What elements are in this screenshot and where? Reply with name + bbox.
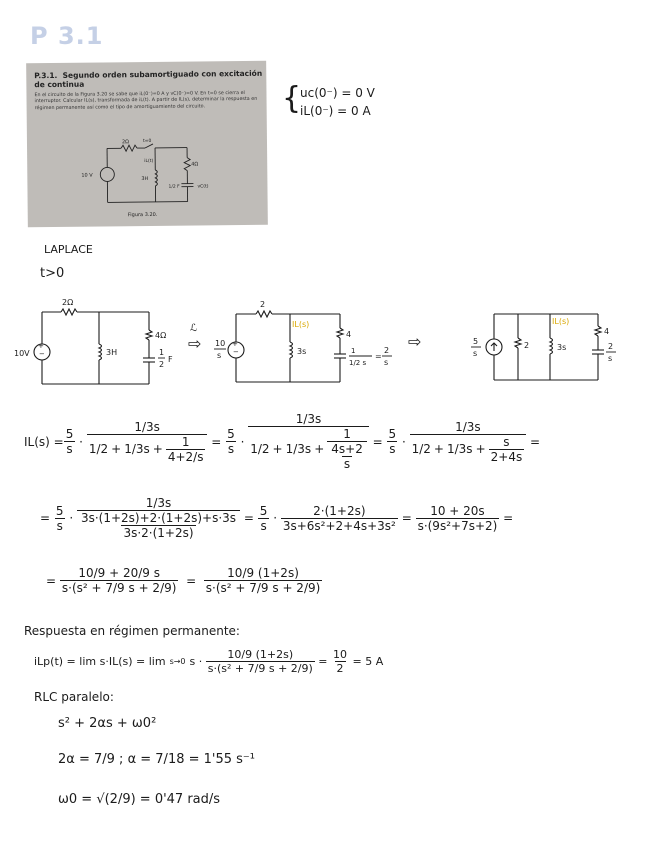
brace: {: [282, 81, 302, 116]
eq1-t3-d1: 1/2: [411, 442, 431, 456]
c2-r2-label: 4: [346, 330, 352, 339]
transform-arrow-2: ⇨: [408, 332, 422, 351]
eq3-b-num: 10/9 (1+2s): [227, 566, 299, 580]
photo-circuit: [26, 61, 268, 228]
eq2-b-num: 2·(1+2s): [313, 503, 366, 518]
eq3-a-num: 10/9 + 20/9 s: [78, 566, 160, 580]
steady-num: 10/9 (1+2s): [227, 648, 294, 661]
c3-r1-label: 2: [524, 341, 530, 350]
eq1-t3-d3-den: 2+4s: [490, 449, 523, 464]
eq1-t3-d2: 1/3s: [446, 442, 473, 456]
svg-text:−: −: [39, 350, 45, 358]
eq1-t1-d3-den: 4+2/s: [167, 449, 204, 464]
eq1-t3-d3-num: s: [503, 434, 510, 449]
c2-l-label: 3s: [297, 347, 307, 356]
eq1-t1b-num: 1/3s: [134, 419, 160, 434]
rlc-title: RLC paralelo:: [34, 690, 114, 704]
c1-r2-label: 4Ω: [155, 331, 167, 340]
photo-r2-label: 4Ω: [191, 161, 199, 168]
equation-line-3: = $\frac{10/9 + 20/9 s}{\text{s·(s² + 7/9 s + 2/9)}}$ = $\frac{10/9 (1+2s)}{\text{s·(s² + 7/9 s + 2/9)}}$: [46, 566, 321, 595]
c3-source-den: s: [473, 349, 478, 358]
initial-uc: uc(0⁻) = 0 V: [300, 86, 375, 100]
eq1-t2-d3-den-den: s: [343, 457, 351, 471]
page-label: P 3.1: [30, 22, 104, 50]
c2-c2-den: s: [384, 358, 389, 367]
svg-text:−: −: [233, 348, 239, 356]
steady-den: s·(s² + 7/9 s + 2/9): [207, 662, 313, 675]
eq2-b-den: 3s+6s²+2+4s+3s²: [282, 518, 396, 533]
steady-equation: iLp(t) = lim s·IL(s) = lim s→0 s · $\frac{10/9 (1+2s)}{\text{s·(s² + 7/9 s + 2/9)}}$ = $\frac{10}{2}$ = 5 A: [34, 648, 384, 675]
eq1-t2-d2: 1/3s: [285, 442, 312, 456]
characteristic-equation: s² + 2αs + ω0²: [58, 716, 157, 731]
c2-c-den: 1/2 s: [349, 359, 367, 367]
equation-line-1: IL(s) = $\frac{5}{s}$ · 1/3s 1/2 + 1/3s + $\frac{1}{4+2/s}$ = $\frac{5}{s}$ · 1/3s 1/2 + 1/3s + $\frac{1}{\frac{4s+2}{s}}$ = $\frac{5}{s}$ · 1/3s 1/2 + 1/3s + $\frac{s}{2+4s}$ =: [24, 412, 541, 471]
c1-c-num: 1: [159, 348, 165, 357]
eq3-b-den: s·(s² + 7/9 s + 2/9): [205, 581, 321, 595]
svg-text:+: +: [232, 340, 238, 348]
photo-statement: En el circuito de la Figura 3.20 se sabe que iL(0⁻)=0 A y vC(0⁻)=0 V. En t=0 se cierra el interruptor. Calcular IL(s), transformada de iL(t). A partir de IL(s), determinar la respuesta en régimen permanente así como el tipo de amortiguamiento del circuito.: [34, 90, 258, 111]
eq1-t2-d3-den-num: 4s+2: [331, 442, 363, 456]
eq1-t1-d1: 1/2: [88, 442, 109, 456]
circuit-norton: [466, 302, 636, 388]
steady-result: = 5 A: [352, 655, 384, 668]
photo-title-text: Segundo orden subamortiguado con excitación de continua: [34, 68, 263, 90]
eq2-c-num: 10 + 20s: [430, 503, 485, 518]
circuit-laplace-domain: [212, 296, 412, 392]
alpha-line: 2α = 7/9 ; α = 7/18 = 1'55 s⁻¹: [58, 752, 256, 767]
steady-lhs: iLp(t) = lim s·IL(s) = lim: [34, 655, 166, 668]
c2-source-num: 10: [215, 339, 226, 348]
c1-c-unit: F: [168, 355, 173, 364]
c3-c-num: 2: [608, 342, 614, 351]
svg-text:+: +: [38, 342, 44, 350]
photo-vc-label: vC(t): [197, 184, 209, 190]
c2-c-num: 1: [351, 347, 356, 355]
transform-arrow-1: ⇨: [188, 334, 202, 353]
laplace-symbol: ℒ: [190, 323, 198, 334]
c1-c-den: 2: [159, 360, 165, 369]
eq1-t1-d3-num: 1: [181, 434, 190, 449]
initial-il: iL(0⁻) = 0 A: [300, 104, 371, 118]
eq1-t1-den: s: [66, 442, 73, 456]
eq1-t1-num: 5: [65, 427, 74, 441]
eq2-a-den-bot: 3s·2·(1+2s): [123, 526, 194, 540]
t-condition: t>0: [40, 266, 65, 281]
photo-source-label: 10 V: [81, 172, 93, 179]
eq1-t3-num: 1/3s: [455, 419, 481, 434]
photo-figure-caption: Figura 3.20.: [127, 211, 158, 219]
eq2-c-den: s·(9s²+7s+2): [417, 518, 498, 533]
c2-il-label: IL(s): [292, 320, 310, 329]
steady-title: Respuesta en régimen permanente:: [24, 624, 240, 638]
photo-l-label: 3H: [141, 175, 149, 183]
photo-c-label: 1/2 F: [168, 184, 180, 190]
c3-r2-label: 4: [604, 327, 610, 336]
eq3-a-den: s·(s² + 7/9 s + 2/9): [61, 581, 177, 595]
equation-line-2: = $\frac{5}{s}$ · $\frac{1/3s}{\frac{3s\cdot(1+2s)+2\cdot(1+2s)+s\cdot 3s}{3s\cdot 2\cdot(1+2s)}}$ = $\frac{5}{s}$ · $\frac{2\cdot(1+2s)}{\text{3s+6s²+2+4s+3s²}}$ = $\frac{10 + 20s}{\text{s·(9s²+7s+2)}}$ =: [40, 496, 514, 540]
c1-source-label: 10V: [14, 349, 30, 358]
steady-res-den: 2: [336, 662, 344, 675]
eq1-t2-d3-num: 1: [343, 427, 351, 441]
steady-lim-sub: s→0: [169, 657, 186, 666]
photo-il-label: iL(t): [144, 158, 154, 165]
steady-res-num: 10: [333, 648, 347, 661]
c1-r1-label: 2Ω: [62, 298, 74, 307]
c3-l-label: 3s: [557, 343, 567, 352]
problem-photo: [26, 61, 268, 228]
eq2-a-den-top: 3s·(1+2s)+2·(1+2s)+s·3s: [80, 511, 237, 525]
eq1-t2-d1: 1/2: [250, 442, 270, 456]
laplace-title: LAPLACE: [44, 243, 93, 256]
eq1-t2-num: 1/3s: [295, 412, 322, 426]
c3-il-label: IL(s): [552, 317, 570, 326]
circuit-time-domain: [14, 292, 189, 392]
c2-source-den: s: [217, 351, 222, 360]
c2-c2-num: 2: [384, 346, 390, 355]
eq2-a-num: 1/3s: [145, 496, 172, 510]
c3-c-den: s: [608, 354, 613, 363]
photo-r1-label: 2Ω: [121, 139, 130, 146]
eq1-t1-d2: 1/3s: [124, 442, 150, 456]
photo-switch-label: t=0: [142, 138, 152, 145]
eq1-lhs: IL(s) =: [24, 434, 64, 449]
c1-l-label: 3H: [106, 348, 118, 357]
c2-r1-label: 2: [260, 300, 266, 309]
w0-line: ω0 = √(2/9) = 0'47 rad/s: [58, 792, 221, 807]
c3-source-num: 5: [473, 337, 479, 346]
photo-title-num: P.3.1.: [34, 70, 58, 81]
c2-equals: =: [375, 352, 382, 361]
